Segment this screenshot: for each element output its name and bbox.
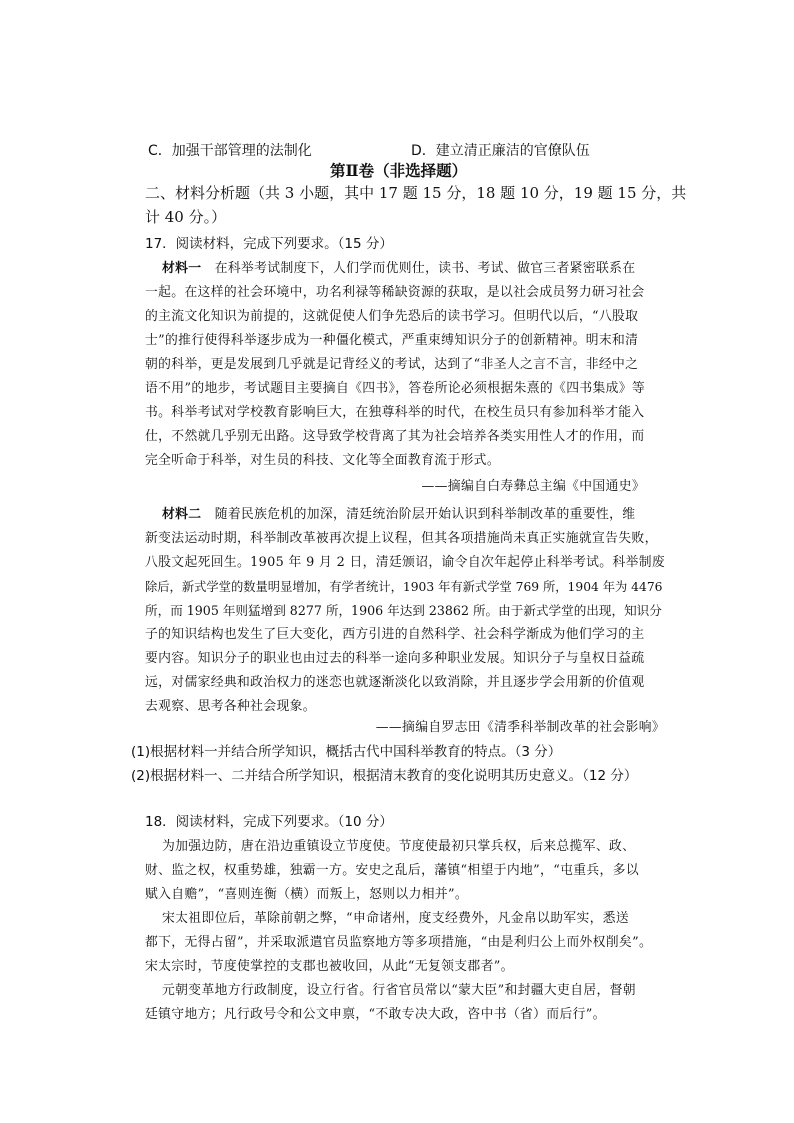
q17-material1-line-3: 士”的推行使得科举逐步成为一种僵化模式，严重束缚知识分子的创新精神。明末和清 xyxy=(145,333,639,348)
part2-title: 第Ⅱ卷（非选择题） xyxy=(330,161,468,180)
q17-material1-line-4: 朝的科举，更是发展到几乎就是记背经义的考试，达到了“非圣人之言不言，非经中之 xyxy=(145,357,639,372)
material2-label: 材料二 xyxy=(162,507,202,522)
q17-material2-line-5: 子的知识结构也发生了巨大变化，西方引进的自然科学、社会科学渐成为他们学习的主 xyxy=(145,627,645,642)
q18-material-line-3: 宋太祖即位后，革除前朝之弊，“申命诸州，度支经费外，凡金帛以助军实，悉送 xyxy=(162,911,630,926)
section2-heading-line2: 计 40 分。） xyxy=(145,208,227,226)
section2-heading-text: 二、材料分析题（共 3 小题，其中 17 题 15 分，18 题 10 分，19 题 15 分，共 xyxy=(145,184,687,202)
q17-material2-line-1: 新变法运动时期，科举制改革被再次提上议程，但其各项措施尚未真正实施就宣告失败， xyxy=(145,531,658,546)
q17-material1-line-8: 完全听命于科举，对生员的科技、文化等全面教育流于形式。 xyxy=(145,453,500,468)
q17-material1-line-1: 一起。在这样的社会环境中，功名利禄等稀缺资源的获取，是以社会成员努力研习社会 xyxy=(145,285,645,300)
q17-material1-line-0: 材料一 在科举考试制度下，人们学而优则仕，读书、考试、做官三者紧密联系在 xyxy=(162,261,636,276)
q17-material2-line-7: 远，对儒家经典和政治权力的迷恋也就逐渐淡化以致消除，并且逐步学会用新的价值观 xyxy=(145,675,645,690)
q17-material2-line-6: 要内容。知识分子的职业也由过去的科举一途向多种职业发展。知识分子与皇权日益疏 xyxy=(145,651,645,666)
q17-material2-line-3: 除后，新式学堂的数量明显增加，有学者统计，1903 年有新式学堂 769 所，1904 年为 4476 xyxy=(145,580,663,594)
q17-material1-line-2: 的主流文化知识为前提的，这就促使人们争先恐后的读书学习。但明代以后，“八股取 xyxy=(145,309,639,324)
q18-material-line-5: 宋太宗时，节度使掌控的支郡也被收回，从此“无复领支郡者”。 xyxy=(145,959,514,974)
q18-material-line-6: 元朝变革地方行政制度，设立行省。行省官员常以“蒙大臣”和封疆大吏自居，督朝 xyxy=(162,983,636,998)
option-c: C．加强干部管理的法制化 xyxy=(148,143,312,159)
section2-heading-line1 xyxy=(145,183,687,203)
q17-material2-line-0: 材料二 随着民族危机的加深，清廷统治阶层开始认识到科举制改革的重要性，维 xyxy=(162,507,636,522)
q17-material2-line-4: 所，而 1905 年则猛增到 8277 所，1906 年达到 23862 所。由于新式学堂的出现，知识分 xyxy=(145,603,662,618)
q17-material1-line-5: 语不用”的地步，考试题目主要摘自《四书》，答卷所论必须根据朱熹的《四书集成》等 xyxy=(145,381,646,396)
q17-material2-line-8: 去观察、思考各种社会现象。 xyxy=(145,699,316,714)
q18-title: 18．阅读材料，完成下列要求。（10 分） xyxy=(145,814,393,830)
material2-source: ——摘编自罗志田《清季科举制改革的社会影响》 xyxy=(375,720,665,735)
option-d: D．建立清正廉洁的官僚队伍 xyxy=(411,143,590,159)
q17-title: 17．阅读材料，完成下列要求。（15 分） xyxy=(145,236,393,252)
q18-material-line-4: 都下，无得占留”，并采取派遣官员监察地方等多项措施，“由是利归公上而外权削矣”。 xyxy=(145,935,653,950)
q18-material-line-2: 赋入自赡”，“喜则连衡（横）而叛上，怒则以力相并”。 xyxy=(145,887,469,902)
q18-material-line-1: 财、监之权，权重势雄，独霸一方。安史之乱后，藩镇“相望于内地”，“屯重兵，多以 xyxy=(145,863,639,878)
q17-material2-line-2: 八股文起死回生。1905 年 9 月 2 日，清廷颁诏，谕令自次年起停止科举考试。科举制废 xyxy=(145,555,666,570)
q17-material1-line-6: 书。科举考试对学校教育影响巨大，在独尊科举的时代，在校生员只有参加科举才能入 xyxy=(145,405,645,420)
q18-material-line-0: 为加强边防，唐在沿边重镇设立节度使。节度使最初只掌兵权，后来总揽军、政、 xyxy=(162,839,636,854)
q17-sub2: (2)根据材料一、二并结合所学知识，根据清末教育的变化说明其历史意义。（12 分） xyxy=(131,768,638,784)
q17-sub1: (1)根据材料一并结合所学知识，概括古代中国科举教育的特点。（3 分） xyxy=(131,744,562,760)
q17-material1-line-7: 仕，不然就几乎别无出路。这导致学校背离了其为社会培养各类实用性人才的作用，而 xyxy=(145,429,645,444)
q18-material-line-7: 廷镇守地方；凡行政号令和公文申禀，“不敢专决大政，咨中书（省）而后行”。 xyxy=(145,1007,606,1022)
material1-source: ——摘编自白寿彝总主编《中国通史》 xyxy=(421,479,645,494)
material1-label: 材料一 xyxy=(162,261,202,276)
